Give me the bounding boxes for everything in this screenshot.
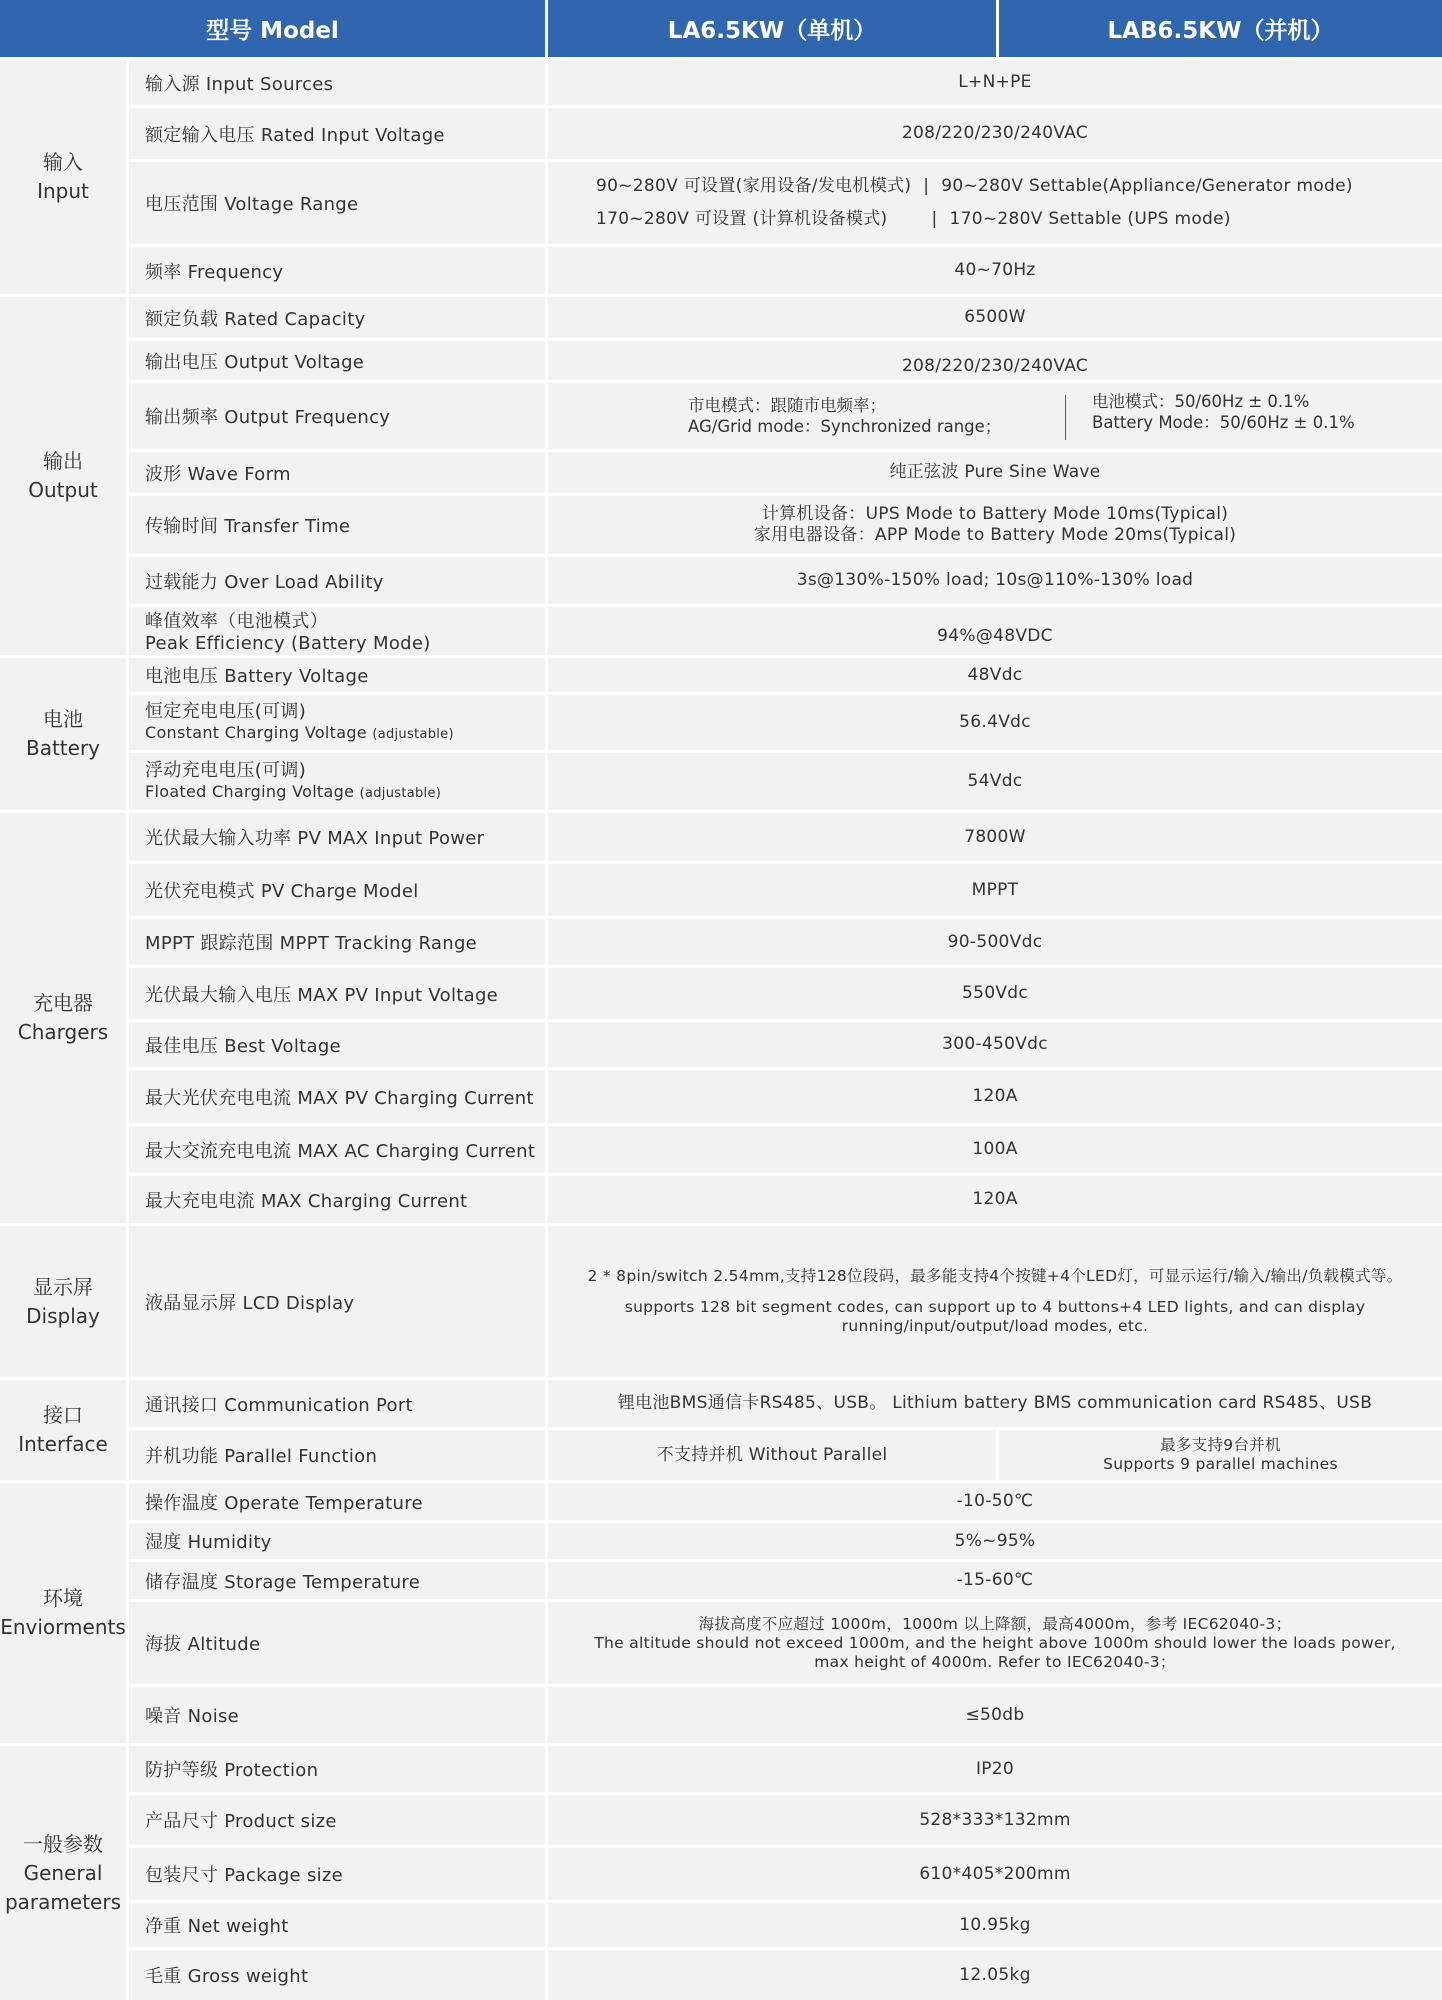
group-interface-en: Interface <box>18 1432 108 1456</box>
group-chargers <box>0 813 126 1223</box>
label-over-load: 过载能力 Over Load Ability <box>129 557 545 604</box>
value-storage-temp: -15-60℃ <box>548 1562 1442 1599</box>
group-output-zh: 输出 <box>43 449 83 473</box>
label-battery-voltage: 电池电压 Battery Voltage <box>129 658 545 692</box>
lcd-display-en1: supports 128 bit segment codes, can support up to 4 buttons+4 LED lights, and can display <box>624 1298 1366 1316</box>
group-input-en: Input <box>37 179 89 203</box>
label-peak-efficiency <box>129 607 545 655</box>
value-wave-form: 纯正弦波 Pure Sine Wave <box>548 452 1442 493</box>
label-frequency: 频率 Frequency <box>129 247 545 294</box>
peak-efficiency-en: Peak Efficiency (Battery Mode) <box>145 633 431 654</box>
parallel-multi-en: Supports 9 parallel machines <box>1103 1455 1338 1473</box>
label-noise: 噪音 Noise <box>129 1687 545 1743</box>
voltage-range-line1-sep: | <box>923 176 930 196</box>
value-max-ac-current: 100A <box>548 1126 1442 1173</box>
voltage-range-line2-en: 170~280V Settable (UPS mode) <box>949 209 1231 229</box>
label-transfer-time: 传输时间 Transfer Time <box>129 496 545 554</box>
label-max-charging: 最大充电电流 MAX Charging Current <box>129 1176 545 1223</box>
value-comm-port: 锂电池BMS通信卡RS485、USB。 Lithium battery BMS communication card RS485、USB <box>548 1380 1442 1427</box>
value-operate-temp: -10-50℃ <box>548 1483 1442 1520</box>
value-battery-voltage: 48Vdc <box>548 658 1442 692</box>
label-output-frequency: 输出频率 Output Frequency <box>129 383 545 449</box>
label-protection: 防护等级 Protection <box>129 1746 545 1792</box>
floated-charging-zh: 浮动充电电压(可调) <box>145 759 307 781</box>
value-floated-charging: 54Vdc <box>548 753 1442 810</box>
label-input-sources: 输入源 Input Sources <box>129 60 545 105</box>
group-general-zh: 一般参数 <box>23 1831 103 1856</box>
group-general-en2: parameters <box>4 1889 121 1914</box>
output-frequency-left-en: AG/Grid mode：Synchronized range； <box>688 417 1002 436</box>
label-product-size: 产品尺寸 Product size <box>129 1795 545 1845</box>
group-display <box>0 1226 126 1377</box>
output-frequency-divider <box>1065 395 1066 440</box>
value-product-size: 528*333*132mm <box>548 1795 1442 1845</box>
constant-charging-adjustable: (adjustable) <box>372 726 454 742</box>
constant-charging-en <box>145 723 545 745</box>
value-gross-weight: 12.05kg <box>548 1950 1442 2000</box>
label-operate-temp: 操作温度 Operate Temperature <box>129 1483 545 1520</box>
group-environment <box>0 1483 126 1743</box>
group-battery-en: Battery <box>25 736 101 760</box>
value-constant-charging: 56.4Vdc <box>548 695 1442 750</box>
label-storage-temp: 储存温度 Storage Temperature <box>129 1562 545 1599</box>
header-single-model: LA6.5KW（单机） <box>548 0 996 57</box>
label-max-ac-current: 最大交流充电电流 MAX AC Charging Current <box>129 1126 545 1173</box>
group-input-zh: 输入 <box>43 150 83 174</box>
group-interface <box>0 1380 126 1480</box>
group-battery <box>0 658 126 810</box>
value-net-weight: 10.95kg <box>548 1903 1442 1947</box>
group-output-en: Output <box>28 478 98 502</box>
group-display-en: Display <box>26 1303 100 1328</box>
header-parallel-model: LAB6.5KW（并机） <box>999 0 1442 57</box>
header-model: 型号 Model <box>0 0 545 57</box>
transfer-time-ups: 计算机设备：UPS Mode to Battery Mode 10ms(Typical) <box>761 504 1229 524</box>
lcd-display-en2: running/input/output/load modes, etc. <box>841 1317 1149 1335</box>
group-battery-zh: 电池 <box>43 707 83 731</box>
value-lcd-display <box>548 1226 1442 1377</box>
floated-charging-en-text: Floated Charging Voltage <box>145 781 355 801</box>
value-parallel-multi <box>999 1430 1442 1480</box>
value-noise: ≤50db <box>548 1687 1442 1743</box>
value-voltage-range <box>548 162 1442 244</box>
label-rated-capacity: 额定负载 Rated Capacity <box>129 297 545 338</box>
output-frequency-right-zh: 电池模式：50/60Hz ± 0.1% <box>1092 392 1310 411</box>
label-max-pv-voltage: 光伏最大输入电压 MAX PV Input Voltage <box>129 968 545 1019</box>
floated-charging-en <box>145 782 545 804</box>
label-altitude: 海拔 Altitude <box>129 1602 545 1684</box>
value-max-pv-voltage: 550Vdc <box>548 968 1442 1019</box>
value-parallel-single: 不支持并机 Without Parallel <box>548 1430 996 1480</box>
label-max-pv-current: 最大光伏充电电流 MAX PV Charging Current <box>129 1070 545 1123</box>
transfer-time-app: 家用电器设备：APP Mode to Battery Mode 20ms(Typical) <box>753 525 1237 545</box>
constant-charging-zh: 恒定充电电压(可调) <box>145 700 307 722</box>
label-net-weight: 净重 Net weight <box>129 1903 545 1947</box>
group-output <box>0 297 126 655</box>
peak-efficiency-zh: 峰值效率（电池模式） <box>145 611 328 632</box>
value-max-charging: 120A <box>548 1176 1442 1223</box>
value-frequency: 40~70Hz <box>548 247 1442 294</box>
altitude-en1: The altitude should not exceed 1000m, and the height above 1000m should lower the loads power, <box>594 1633 1396 1652</box>
label-pv-charge-model: 光伏充电模式 PV Charge Model <box>129 864 545 916</box>
value-mppt-range: 90-500Vdc <box>548 919 1442 965</box>
group-chargers-zh: 充电器 <box>33 991 93 1015</box>
label-lcd-display: 液晶显示屏 LCD Display <box>129 1226 545 1377</box>
value-peak-efficiency: 94%@48VDC <box>548 607 1442 655</box>
label-gross-weight: 毛重 Gross weight <box>129 1950 545 2000</box>
label-wave-form: 波形 Wave Form <box>129 452 545 493</box>
value-over-load: 3s@130%-150% load; 10s@110%-130% load <box>548 557 1442 604</box>
group-input <box>0 60 126 294</box>
value-rated-input-voltage: 208/220/230/240VAC <box>548 108 1442 159</box>
label-comm-port: 通讯接口 Communication Port <box>129 1380 545 1427</box>
label-rated-input-voltage: 额定输入电压 Rated Input Voltage <box>129 108 545 159</box>
output-frequency-left-zh: 市电模式：跟随市电频率； <box>688 396 886 415</box>
label-mppt-range: MPPT 跟踪范围 MPPT Tracking Range <box>129 919 545 965</box>
output-frequency-grid-mode <box>688 395 1001 437</box>
value-package-size: 610*405*200mm <box>548 1848 1442 1900</box>
output-frequency-battery-mode <box>1092 391 1355 433</box>
group-display-zh: 显示屏 <box>33 1274 93 1299</box>
voltage-range-line1-en: 90~280V Settable(Appliance/Generator mode) <box>941 176 1353 196</box>
label-best-voltage: 最佳电压 Best Voltage <box>129 1022 545 1067</box>
value-max-pv-current: 120A <box>548 1070 1442 1123</box>
group-general <box>0 1746 126 2000</box>
parallel-multi-zh: 最多支持9台并机 <box>1160 1436 1281 1454</box>
output-frequency-right-en: Battery Mode：50/60Hz ± 0.1% <box>1092 413 1355 432</box>
value-output-frequency <box>548 383 1442 449</box>
value-pv-charge-model: MPPT <box>548 864 1442 916</box>
label-constant-charging <box>129 695 545 750</box>
value-rated-capacity: 6500W <box>548 297 1442 338</box>
label-humidity: 湿度 Humidity <box>129 1523 545 1559</box>
value-altitude <box>548 1602 1442 1684</box>
group-general-en1: General <box>23 1860 103 1885</box>
constant-charging-en-text: Constant Charging Voltage <box>145 722 367 742</box>
voltage-range-line1-zh: 90~280V 可设置(家用设备/发电机模式) <box>596 176 912 196</box>
label-package-size: 包装尺寸 Package size <box>129 1848 545 1900</box>
value-transfer-time <box>548 496 1442 554</box>
altitude-en2: max height of 4000m. Refer to IEC62040-3； <box>814 1652 1176 1671</box>
value-output-voltage: 208/220/230/240VAC <box>548 341 1442 380</box>
floated-charging-adjustable: (adjustable) <box>359 785 442 801</box>
voltage-range-line2-zh: 170~280V 可设置 (计算机设备模式) <box>596 209 888 229</box>
label-parallel: 并机功能 Parallel Function <box>129 1430 545 1480</box>
value-protection: IP20 <box>548 1746 1442 1792</box>
label-output-voltage: 输出电压 Output Voltage <box>129 341 545 380</box>
value-pv-max-power: 7800W <box>548 813 1442 861</box>
altitude-zh: 海拔高度不应超过 1000m，1000m 以上降额，最高4000m，参考 IEC62040-3； <box>698 1614 1292 1633</box>
value-best-voltage: 300-450Vdc <box>548 1022 1442 1067</box>
group-environment-zh: 环境 <box>43 1586 83 1610</box>
label-pv-max-power: 光伏最大输入功率 PV MAX Input Power <box>129 813 545 861</box>
value-humidity: 5%~95% <box>548 1523 1442 1559</box>
group-environment-en: Enviorments <box>0 1615 126 1639</box>
label-floated-charging <box>129 753 545 810</box>
group-interface-zh: 接口 <box>43 1403 83 1427</box>
value-input-sources: L+N+PE <box>548 60 1442 105</box>
group-chargers-en: Chargers <box>17 1020 109 1044</box>
lcd-display-zh: 2 * 8pin/switch 2.54mm,支持128位段码，最多能支持4个按键+4个LED灯，可显示运行/输入/输出/负载模式等。 <box>587 1267 1403 1285</box>
label-voltage-range: 电压范围 Voltage Range <box>129 162 545 244</box>
voltage-range-line2-sep: | <box>931 209 938 229</box>
